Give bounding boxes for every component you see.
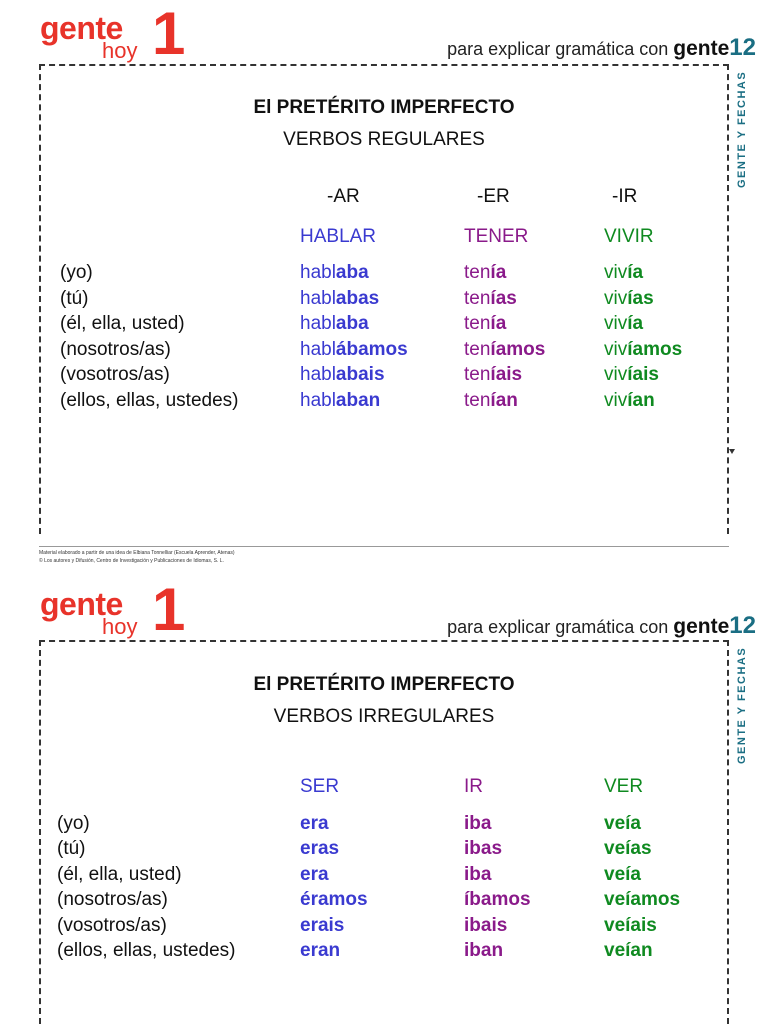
conjugated-form	[464, 390, 518, 412]
pronoun-label: (tú)	[60, 287, 89, 309]
logo-number: 1	[152, 576, 186, 643]
conjugated-form	[464, 262, 506, 284]
conjugated-form: éramos	[300, 889, 368, 911]
pronoun-label: (yo)	[57, 813, 90, 834]
verb-ending: aba	[335, 313, 369, 335]
verb-stem: viv	[604, 364, 628, 386]
verb-infinitive: VIVIR	[604, 226, 654, 247]
verb-stem: ten	[464, 390, 491, 411]
logo-sub: hoy	[102, 614, 138, 639]
pronoun-label: (ellos, ellas, ustedes)	[60, 390, 239, 411]
conjugated-form	[604, 313, 643, 335]
tagline-number: 12	[729, 612, 756, 639]
logo-number: 1	[152, 0, 186, 67]
frame-arrow-icon	[729, 449, 735, 454]
verb-ending: ía	[490, 313, 507, 335]
tagline-text: para explicar gramática con	[447, 617, 669, 637]
card1-title: El PRETÉRITO IMPERFECTO	[253, 97, 515, 118]
verb-infinitive: IR	[464, 776, 483, 797]
conjugated-form	[300, 390, 380, 412]
side-label: GENTE Y FECHAS	[736, 66, 750, 188]
verb-ending: abas	[335, 287, 380, 309]
verb-group-header: -IR	[612, 186, 638, 207]
conjugated-form: veía	[604, 863, 641, 885]
conjugated-form: veía	[604, 813, 641, 834]
conjugated-form	[300, 339, 408, 361]
verb-stem: habl	[300, 390, 336, 411]
verb-stem: viv	[604, 287, 628, 309]
tagline-text: para explicar gramática con	[447, 39, 669, 59]
verb-ending: ía	[490, 262, 507, 283]
footer-credit: Material elaborado a partir de una idea de Elbiana Tonnelliar (Escuela Aprender, Atenas)	[39, 550, 235, 556]
verb-stem: ten	[464, 262, 491, 283]
verb-ending: ían	[490, 390, 518, 411]
verb-stem: viv	[604, 313, 628, 335]
verb-infinitive: SER	[300, 776, 340, 797]
pronoun-label: (él, ella, usted)	[57, 863, 182, 885]
verb-ending: aba	[335, 262, 369, 283]
conjugated-form	[464, 364, 522, 386]
pronoun-label: (nosotros/as)	[57, 889, 168, 911]
verb-group-header: -AR	[327, 186, 360, 207]
conjugated-form: ibas	[464, 838, 503, 860]
tagline-brand: gente	[673, 37, 730, 60]
conjugated-form	[464, 339, 545, 361]
conjugated-form	[300, 288, 379, 310]
conjugated-form: veíais	[604, 914, 657, 936]
conjugated-form	[464, 288, 517, 310]
verb-ending: ías	[490, 287, 517, 309]
conjugated-form: era	[300, 813, 329, 834]
conjugated-form	[300, 262, 369, 284]
conjugated-form	[300, 313, 369, 335]
verb-ending: ábamos	[335, 338, 408, 360]
conjugated-form: veías	[604, 838, 652, 860]
pronoun-label: (nosotros/as)	[60, 338, 171, 360]
verb-stem: ten	[464, 287, 491, 309]
verb-ending: íais	[490, 364, 523, 386]
verb-stem: ten	[464, 338, 491, 360]
verb-ending: íais	[627, 364, 659, 386]
verb-infinitive: HABLAR	[300, 226, 377, 247]
tagline	[447, 34, 756, 62]
verb-stem: habl	[300, 364, 336, 386]
side-label: GENTE Y FECHAS	[736, 642, 750, 764]
conjugated-form: iban	[464, 940, 504, 961]
conjugated-form: iba	[464, 813, 492, 834]
conjugated-form: veían	[604, 940, 653, 961]
verb-group-header: -ER	[477, 186, 510, 207]
conjugated-form: veíamos	[604, 889, 681, 911]
conjugated-form: íbamos	[464, 889, 531, 911]
logo-sub: hoy	[102, 38, 138, 63]
footer-divider	[39, 546, 729, 547]
verb-ending: abais	[335, 364, 385, 386]
pronoun-label: (vosotros/as)	[60, 364, 170, 386]
verb-ending: íamos	[627, 338, 683, 360]
conjugated-form	[604, 288, 654, 310]
verb-infinitive: TENER	[464, 226, 529, 247]
verb-stem: ten	[464, 364, 491, 386]
verb-ending: íamos	[490, 338, 546, 360]
pronoun-label: (ellos, ellas, ustedes)	[57, 940, 236, 961]
footer-copyright: © Los autores y Difusión, Centro de Investigación y Publicaciones de Idiomas, S. L.	[39, 558, 224, 564]
conjugated-form	[604, 262, 643, 284]
pronoun-label: (yo)	[60, 262, 93, 283]
conjugated-form: eras	[300, 838, 340, 860]
conjugated-form	[604, 364, 659, 386]
verb-stem: habl	[300, 338, 336, 360]
conjugated-form	[604, 339, 682, 361]
conjugated-form: era	[300, 863, 329, 885]
card1-subtitle: VERBOS REGULARES	[283, 129, 485, 150]
tagline-number: 12	[729, 34, 756, 61]
verb-ending: ía	[627, 313, 644, 335]
verb-stem: habl	[300, 313, 336, 335]
pronoun-label: (él, ella, usted)	[60, 313, 185, 335]
conjugated-form	[604, 390, 655, 412]
logo-word: gente	[40, 10, 123, 46]
verb-stem: viv	[604, 390, 628, 411]
conjugated-form: iba	[464, 863, 492, 885]
verb-ending: ían	[627, 390, 655, 411]
conjugated-form	[300, 364, 385, 386]
conjugated-form: eran	[300, 940, 341, 961]
pronoun-label: (vosotros/as)	[57, 914, 167, 936]
verb-stem: habl	[300, 287, 336, 309]
verb-ending: ías	[627, 287, 654, 309]
verb-infinitive: VER	[604, 776, 644, 797]
verb-stem: viv	[604, 262, 628, 283]
verb-ending: aban	[335, 390, 381, 411]
verb-stem: habl	[300, 262, 336, 283]
logo-word: gente	[40, 586, 123, 622]
tagline	[447, 612, 756, 640]
conjugated-form: ibais	[464, 914, 508, 936]
card2-subtitle: VERBOS IRREGULARES	[273, 706, 495, 727]
card2-title: El PRETÉRITO IMPERFECTO	[253, 674, 515, 695]
verb-stem: viv	[604, 338, 628, 360]
tagline-brand: gente	[673, 615, 730, 638]
conjugated-form	[464, 313, 506, 335]
verb-stem: ten	[464, 313, 491, 335]
pronoun-label: (tú)	[57, 838, 86, 860]
conjugated-form: erais	[300, 914, 345, 936]
verb-ending: ía	[627, 262, 644, 283]
